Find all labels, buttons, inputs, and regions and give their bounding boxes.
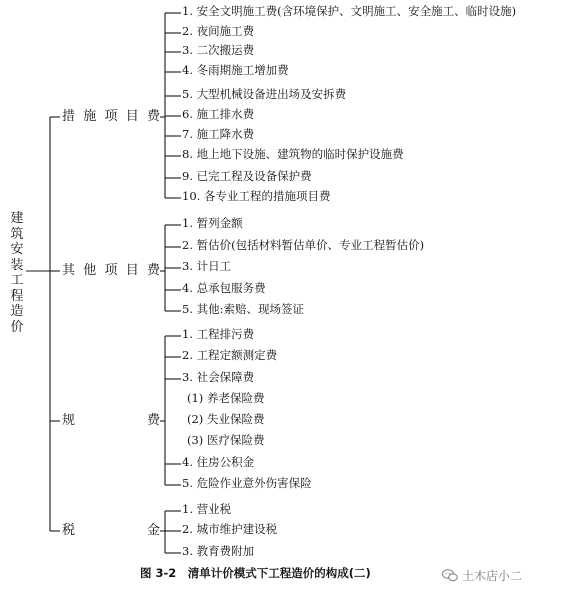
root-label-char: 装 — [10, 257, 24, 273]
list-item: 1. 暂列金额 — [182, 216, 243, 230]
list-item: 8. 地上地下设施、建筑物的临时保护设施费 — [182, 147, 404, 161]
watermark-text: 土木店小二 — [462, 569, 523, 583]
list-item: 10. 各专业工程的措施项目费 — [182, 189, 331, 203]
category-label-measures — [62, 110, 160, 123]
list-item: (3) 医疗保险费 — [187, 433, 265, 447]
category-char: 项 — [104, 263, 118, 278]
category-char: 项 — [104, 109, 118, 124]
root-label-char: 造 — [10, 304, 24, 319]
category-char: 施 — [83, 109, 97, 124]
list-item: (1) 养老保险费 — [187, 391, 265, 405]
list-item: 3. 社会保障费 — [182, 370, 255, 384]
list-item: 2. 暂估价(包括材料暂估单价、专业工程暂估价) — [182, 238, 425, 252]
category-char: 其 — [62, 263, 76, 278]
list-item: 3. 教育费附加 — [182, 544, 255, 558]
list-item: (2) 失业保险费 — [187, 412, 265, 426]
category-char: 他 — [83, 263, 97, 278]
list-item: 7. 施工降水费 — [182, 127, 255, 141]
category-char: 费 — [146, 109, 160, 124]
root-label-char: 价 — [10, 319, 24, 335]
list-item: 3. 二次搬运费 — [182, 43, 255, 57]
list-item: 1. 营业税 — [182, 502, 232, 516]
category-char: 金 — [146, 523, 160, 538]
category-char: 费 — [146, 263, 160, 278]
list-item: 2. 工程定额测定费 — [182, 348, 278, 362]
root-label-char: 工 — [10, 273, 24, 288]
root-label-char: 筑 — [10, 226, 24, 242]
list-item: 2. 夜间施工费 — [182, 24, 255, 38]
category-char: 目 — [125, 109, 139, 124]
list-item: 5. 大型机械设备进出场及安拆费 — [182, 87, 347, 101]
category-char: 措 — [62, 109, 76, 124]
wechat-icon — [442, 569, 458, 582]
list-item: 4. 总承包服务费 — [182, 281, 266, 295]
category-label-taxes — [62, 524, 160, 537]
root-label-char: 程 — [10, 288, 24, 304]
watermark — [442, 567, 522, 584]
figure-caption: 图 3-2 清单计价模式下工程造价的构成(二) — [140, 566, 371, 580]
list-item: 1. 安全文明施工费(含环境保护、文明施工、安全施工、临时设施) — [182, 4, 517, 18]
list-item: 9. 已完工程及设备保护费 — [182, 169, 312, 183]
list-item: 4. 冬雨期施工增加费 — [182, 63, 289, 77]
root-label-char: 建 — [10, 211, 24, 226]
category-char: 税 — [62, 523, 76, 538]
category-char: 规 — [62, 413, 76, 428]
category-label-other-items — [62, 264, 160, 277]
list-item: 6. 施工排水费 — [182, 107, 255, 121]
list-item: 1. 工程排污费 — [182, 327, 255, 341]
list-item: 4. 住房公积金 — [182, 455, 255, 469]
root-label-char: 安 — [10, 242, 24, 257]
category-label-fees — [62, 414, 160, 427]
category-char: 目 — [125, 263, 139, 278]
list-item: 5. 危险作业意外伤害保险 — [182, 476, 312, 490]
category-char: 费 — [146, 413, 160, 428]
list-item: 2. 城市维护建设税 — [182, 522, 278, 536]
list-item: 5. 其他:索赔、现场签证 — [182, 302, 305, 316]
list-item: 3. 计日工 — [182, 259, 232, 273]
